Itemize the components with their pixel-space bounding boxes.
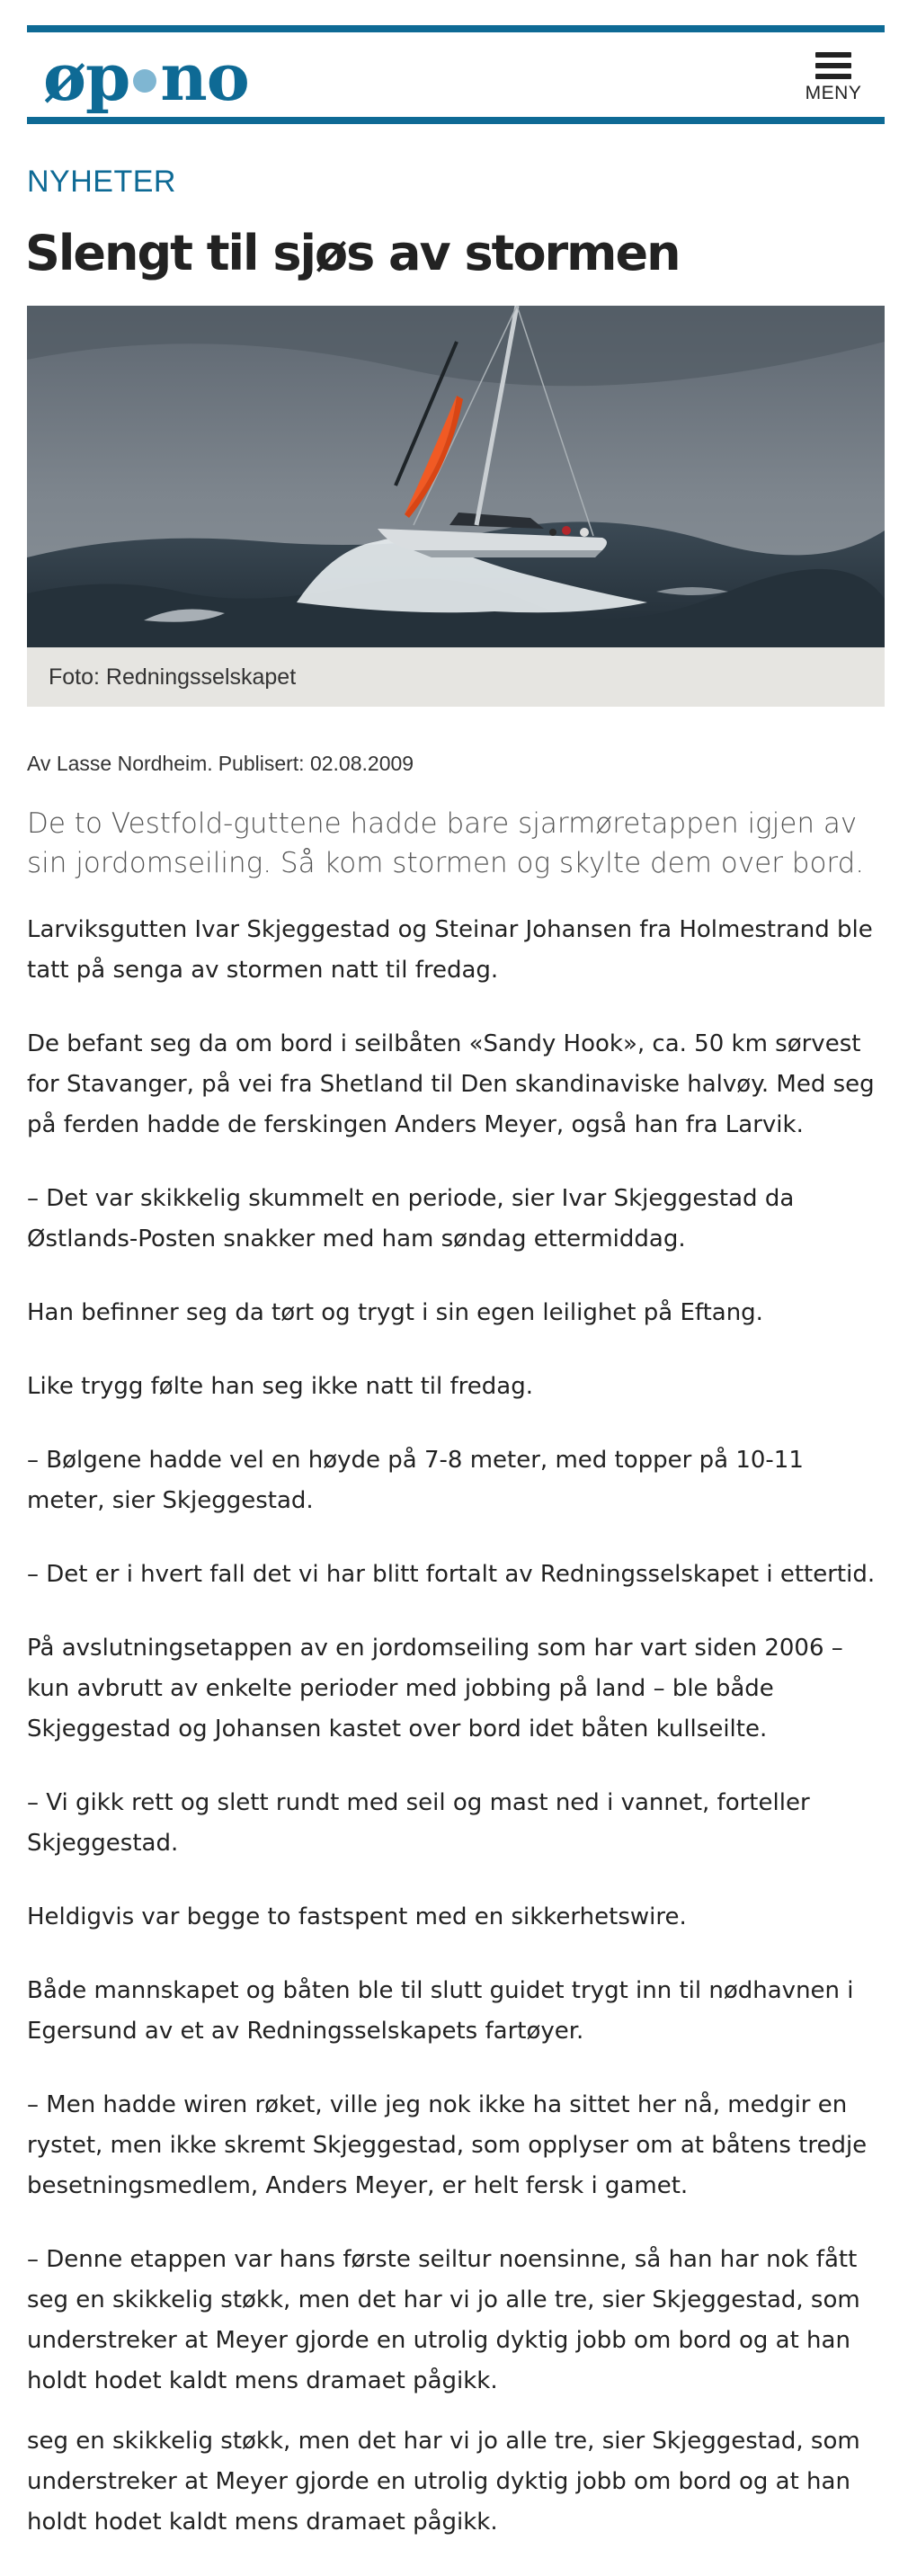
logo-text-no: no xyxy=(160,39,249,115)
photo-caption-bar xyxy=(27,647,885,707)
article-paragraph: Både mannskapet og båten ble til slutt guidet trygt inn til nødhavnen i Egersund av et av Redningsselskapets fartøyer. xyxy=(27,1977,854,2045)
article-paragraph: – Bølgene hadde vel en høyde på 7-8 meter, med topper på 10-11 meter, sier Skjeggestad. xyxy=(27,1447,804,1514)
section-label[interactable]: NYHETER xyxy=(27,165,176,199)
article-paragraph: Han befinner seg da tørt og trygt i sin egen leilighet på Eftang. xyxy=(27,1299,763,1326)
article-paragraph: – Det var skikkelig skummelt en periode, sier Ivar Skjeggestad da Østlands-Posten snakker med ham søndag ettermiddag. xyxy=(27,1185,795,1252)
article-paragraph: – Denne etappen var hans første seiltur noensinne, så han har nok fått seg en skikkelig støkk, men det har vi jo alle tre, sier Skjeggestad, som understreker at Meyer gjorde en utrolig dyktig jobb om bord og at han holdt hodet kaldt mens dramaet pågikk. xyxy=(27,2246,860,2394)
logo-text-op: øp xyxy=(43,39,130,115)
article-paragraph: – Men hadde wiren røket, ville jeg nok ikke ha sittet her nå, medgir en rystet, men ikke skremt Skjeggestad, som opplyser om at båtens tredje besetningsmedlem, Anders Meyer, er helt fersk i gamet. xyxy=(27,2091,868,2199)
photo-caption: Foto: Redningsselskapet xyxy=(49,664,297,690)
article-ingress: De to Vestfold-guttene hadde bare sjarmøretappen igjen av sin jordomseiling. Så kom stormen og skylte dem over bord. xyxy=(27,807,865,879)
menu-button[interactable] xyxy=(802,52,865,104)
article-byline xyxy=(27,752,419,776)
article-paragraph: På avslutningsetappen av en jordomseiling som har vart siden 2006 – kun avbrutt av enkelte perioder med jobbing på land – ble både Skjeggestad og Johansen kastet over bord idet båten kullseilte. xyxy=(27,1635,843,1743)
article-body xyxy=(27,910,881,2576)
article-paragraph: seg en skikkelig støkk, men det har vi jo alle tre, sier Skjeggestad, som understreker at Meyer gjorde en utrolig dyktig jobb om bord og at han holdt hodet kaldt mens dramaet pågikk. xyxy=(27,2428,860,2536)
article-paragraph: – Det er i hvert fall det vi har blitt fortalt av Redningsselskapet i ettertid. xyxy=(27,1561,876,1588)
site-logo[interactable] xyxy=(43,41,249,113)
site-header xyxy=(27,25,885,124)
menu-label: MENY xyxy=(805,83,862,103)
article-paragraph: De befant seg da om bord i seilbåten «Sandy Hook», ca. 50 km sørvest for Stavanger, på vei fra Shetland til Den skandinaviske halvøy. Med seg på ferden hadde de ferskingen Anders Meyer, også han fra Larvik. xyxy=(27,1030,875,1138)
article-paragraph: Like trygg følte han seg ikke natt til fredag. xyxy=(27,1373,533,1400)
hamburger-icon xyxy=(815,52,851,79)
article-photo xyxy=(27,306,885,647)
article-paragraph: – Vi gikk rett og slett rundt med seil og mast ned i vannet, forteller Skjeggestad. xyxy=(27,1789,810,1857)
byline-published: Publisert: 02.08.2009 xyxy=(218,752,414,775)
article-paragraph: Heldigvis var begge to fastspent med en sikkerhetswire. xyxy=(27,1903,687,1930)
article-headline: Slengt til sjøs av stormen xyxy=(25,225,680,281)
logo-dot-icon xyxy=(133,69,156,93)
article-paragraph: Larviksgutten Ivar Skjeggestad og Steinar Johansen fra Holmestrand ble tatt på senga av stormen natt til fredag. xyxy=(27,916,873,984)
byline-author: Av Lasse Nordheim. xyxy=(27,752,213,775)
